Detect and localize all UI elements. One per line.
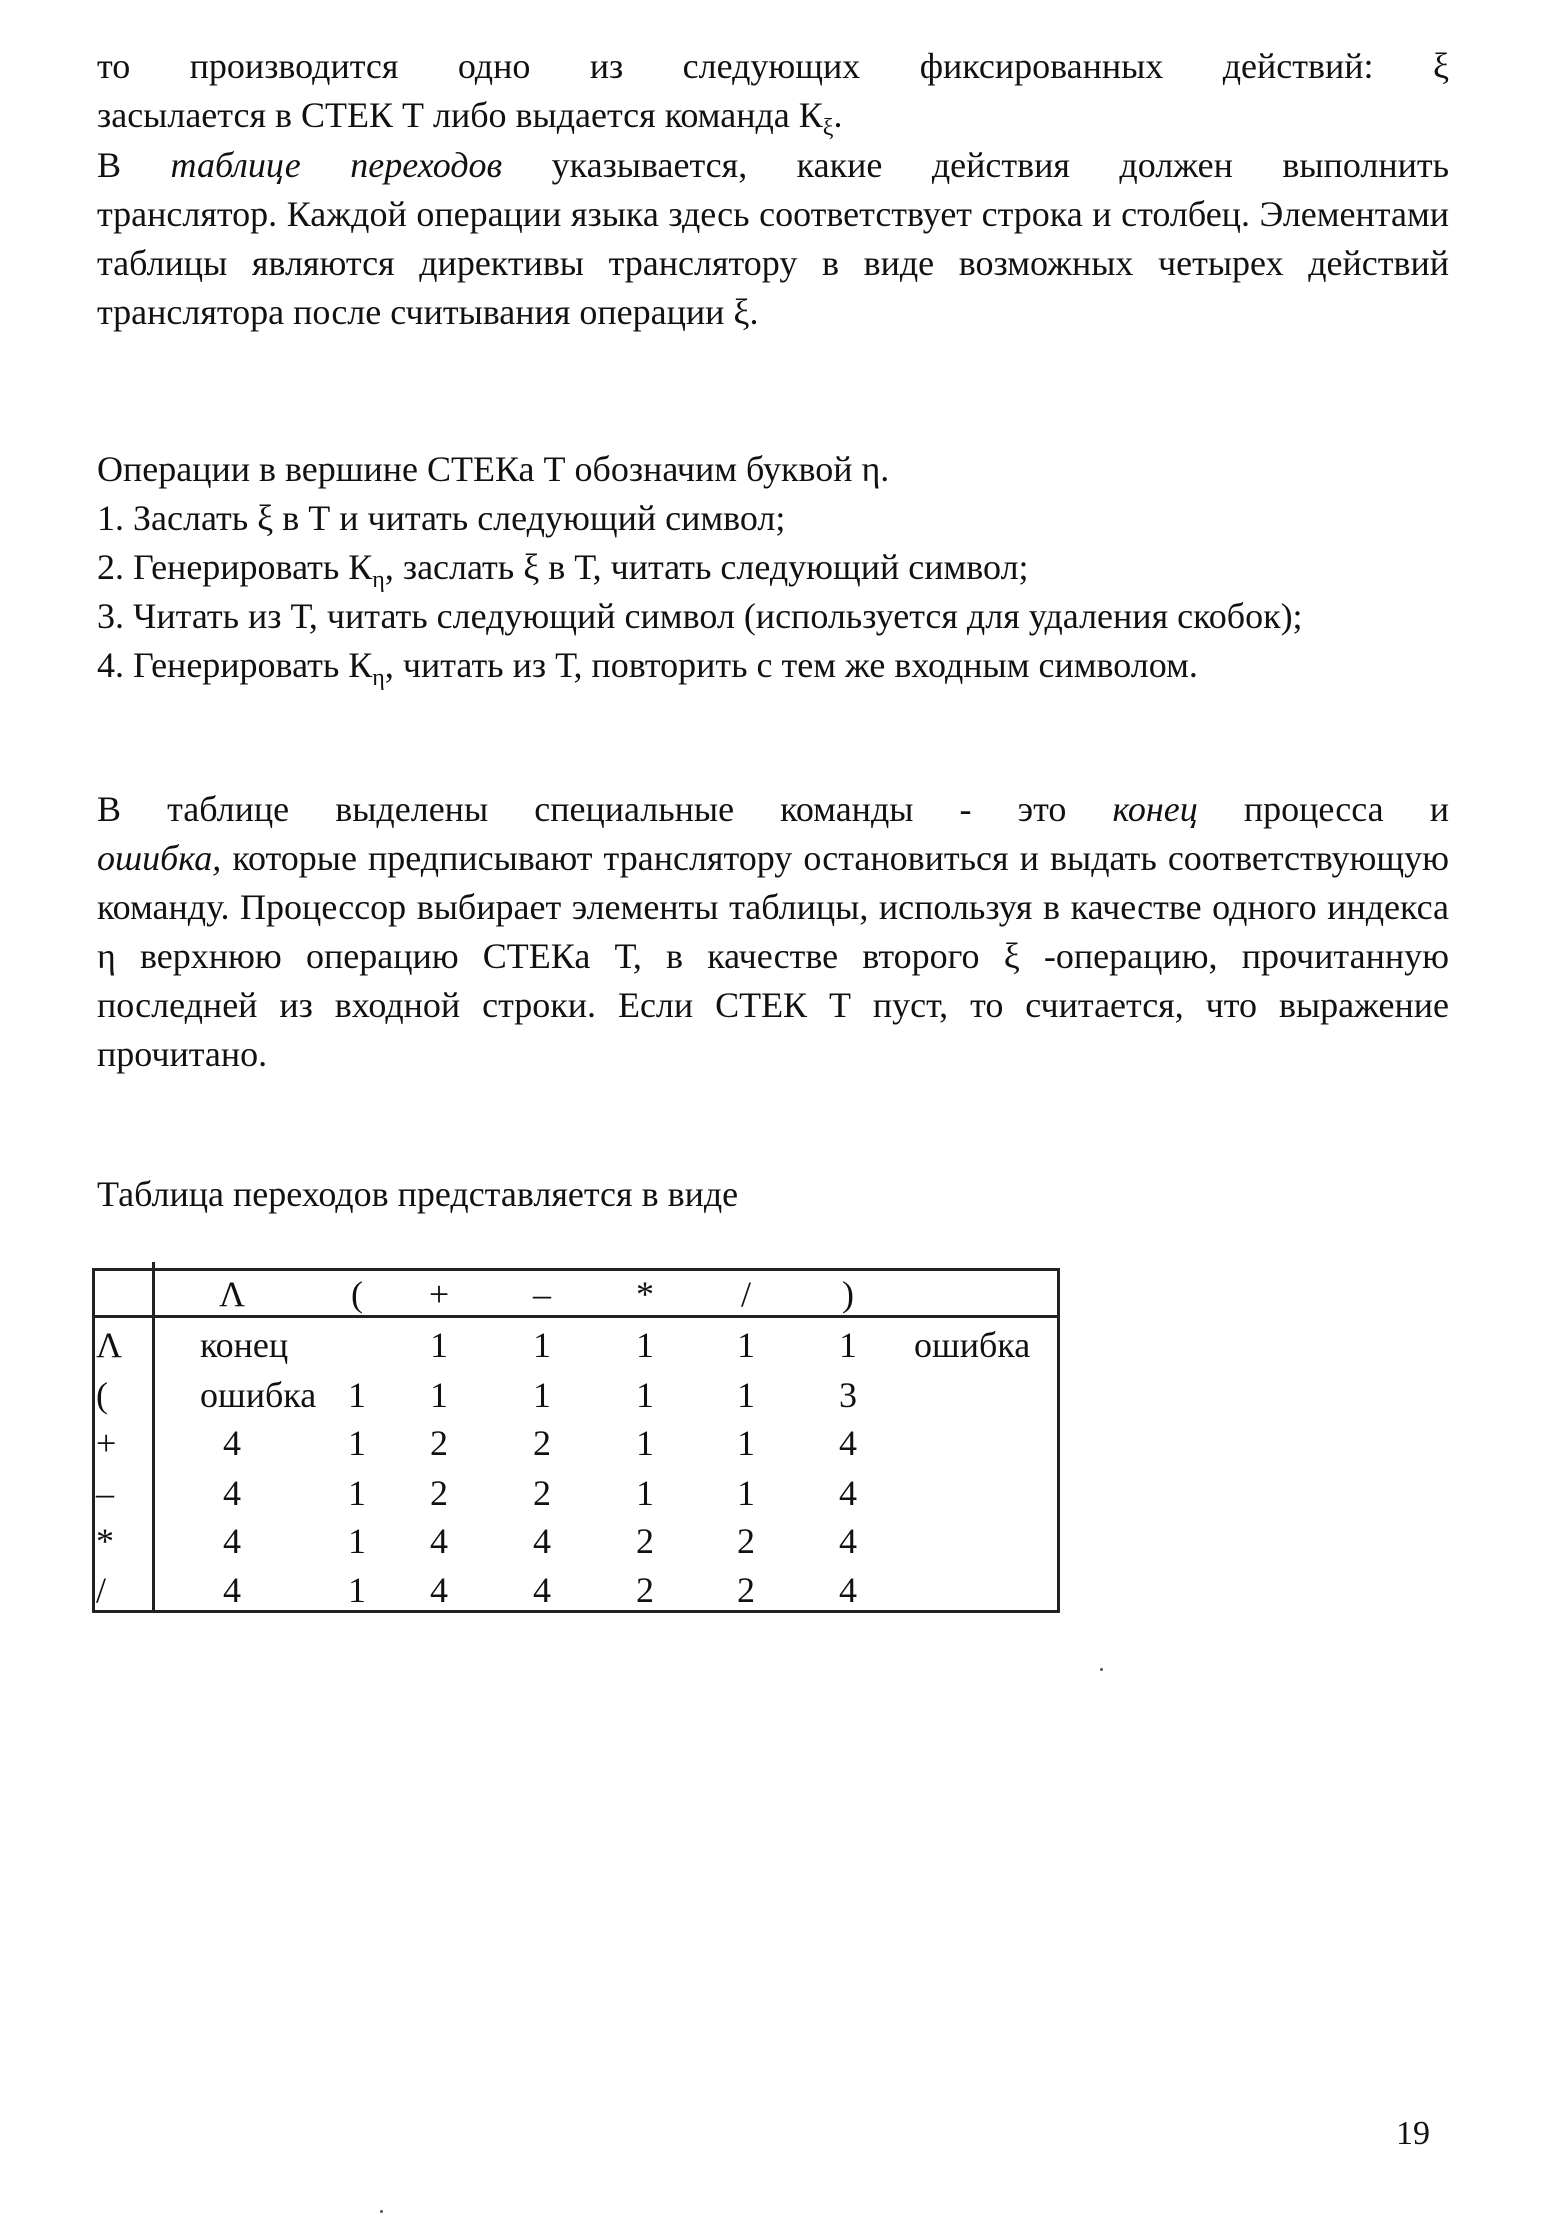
table-cell: ошибка bbox=[200, 1375, 317, 1415]
table-caption: Таблица переходов представляется в виде bbox=[97, 1174, 739, 1214]
table-cell: 1 bbox=[737, 1473, 755, 1513]
transition-table bbox=[92, 1262, 1060, 1614]
table-cell: 4 bbox=[223, 1473, 241, 1513]
column-header: * bbox=[636, 1274, 654, 1314]
table-cell: 2 bbox=[737, 1570, 755, 1610]
table-cell: 4 bbox=[430, 1570, 448, 1610]
table-cell: 2 bbox=[430, 1423, 448, 1463]
row-header: / bbox=[96, 1570, 107, 1610]
table-cell: 2 bbox=[636, 1570, 654, 1610]
table-cell: 1 bbox=[430, 1375, 448, 1415]
table-cell: 3 bbox=[839, 1375, 857, 1415]
paragraph2-body: транслятор. Каждой операции языка здесь соответствует строка и столбец. Элементами таблицы являются директивы транслятору в виде возможных четырех действий транслятора после считывания операции ξ. bbox=[97, 194, 1449, 332]
table-cell: 4 bbox=[839, 1570, 857, 1610]
table-cell: 1 bbox=[348, 1375, 366, 1415]
table-cell: 1 bbox=[737, 1375, 755, 1415]
table-cell: 1 bbox=[533, 1375, 551, 1415]
table-cell: 2 bbox=[636, 1521, 654, 1561]
operation-item-4 bbox=[97, 641, 1449, 690]
table-cell: 1 bbox=[839, 1325, 857, 1365]
table-cell: 1 bbox=[737, 1423, 755, 1463]
table-cell: 2 bbox=[533, 1423, 551, 1463]
table-cell: 1 bbox=[636, 1375, 654, 1415]
paragraph-continuation bbox=[97, 42, 1449, 337]
paragraph3 bbox=[97, 785, 1449, 1079]
operation-item-4-text: 4. Генерировать К bbox=[97, 645, 373, 685]
paragraph2-line1-end: указывается, какие действия должен выполнить bbox=[502, 145, 1449, 185]
paragraph3-line1-end: процесса и bbox=[1197, 789, 1449, 829]
scan-speck bbox=[1100, 1668, 1103, 1671]
table-row-head-separator bbox=[152, 1262, 155, 1613]
table-cell: 1 bbox=[636, 1423, 654, 1463]
paragraph3-line1 bbox=[97, 785, 1449, 834]
subscript-eta: η bbox=[372, 665, 385, 691]
table-cell: 2 bbox=[430, 1473, 448, 1513]
subscript-xi: ξ bbox=[822, 115, 834, 141]
operation-item-2-end: , заслать ξ в Т, читать следующий символ; bbox=[384, 547, 1029, 587]
paragraph3-body: которые предписывают транслятору остановиться и выдать соответствующую команду. Процессор выбирает элементы таблицы, используя в качестве одного индекса η верхнюю операцию СТЕКа Т, в качестве второго ξ -операцию, прочитанную последней из входной строки. Если СТЕК Т пуст, то считается, что выражение прочитано. bbox=[97, 838, 1449, 1074]
table-border-right bbox=[1057, 1268, 1060, 1613]
table-cell: 2 bbox=[737, 1521, 755, 1561]
table-cell: 2 bbox=[533, 1473, 551, 1513]
paragraph1-line2-text: засылается в СТЕК Т либо выдается команда К bbox=[97, 95, 823, 135]
term-error: ошибка, bbox=[97, 838, 222, 878]
paragraph1-line2 bbox=[97, 91, 1449, 140]
table-cell: 4 bbox=[839, 1423, 857, 1463]
column-header: + bbox=[428, 1274, 450, 1314]
table-cell: 1 bbox=[348, 1521, 366, 1561]
column-header: ( bbox=[351, 1274, 363, 1314]
term-transition-table: таблице переходов bbox=[170, 145, 503, 185]
table-cell-error: ошибка bbox=[914, 1325, 1031, 1365]
table-cell: 4 bbox=[430, 1521, 448, 1561]
operation-item-4-end: , читать из Т, повторить с тем же входным символом. bbox=[384, 645, 1198, 685]
paragraph2 bbox=[97, 141, 1449, 337]
operation-item-2 bbox=[97, 543, 1449, 592]
table-border-top bbox=[92, 1268, 1060, 1271]
column-header: / bbox=[740, 1274, 752, 1314]
table-cell: 4 bbox=[839, 1473, 857, 1513]
paragraph1-line2-end: . bbox=[833, 95, 843, 135]
table-border-left bbox=[92, 1268, 95, 1613]
row-header: ( bbox=[96, 1375, 108, 1415]
row-header: Λ bbox=[96, 1325, 123, 1365]
page-number: 19 bbox=[1396, 2115, 1430, 2152]
table-cell: 1 bbox=[737, 1325, 755, 1365]
operations-intro: Операции в вершине СТЕКа Т обозначим буквой η. bbox=[97, 449, 890, 489]
table-cell: 1 bbox=[430, 1325, 448, 1365]
subscript-eta: η bbox=[372, 567, 385, 593]
operation-item-3: 3. Читать из Т, читать следующий символ (используется для удаления скобок); bbox=[97, 596, 1303, 636]
column-header: ) bbox=[842, 1274, 854, 1314]
operation-item-2-text: 2. Генерировать К bbox=[97, 547, 373, 587]
column-header: – bbox=[533, 1274, 551, 1314]
paragraph2-start: В bbox=[97, 145, 171, 185]
column-header: Λ bbox=[218, 1274, 246, 1314]
table-cell: 1 bbox=[636, 1325, 654, 1365]
table-border-bottom bbox=[92, 1610, 1060, 1613]
operation-item-1: 1. Заслать ξ в Т и читать следующий символ; bbox=[97, 498, 786, 538]
paragraph2-line1 bbox=[97, 141, 1449, 190]
term-end: конец bbox=[1112, 789, 1198, 829]
table-header-separator bbox=[92, 1315, 1060, 1318]
table-cell: 1 bbox=[348, 1423, 366, 1463]
paragraph3-start: В таблице выделены специальные команды - это bbox=[97, 789, 1113, 829]
paragraph1-line1: то производится одно из следующих фиксированных действий: ξ bbox=[97, 46, 1449, 86]
scan-speck bbox=[380, 2210, 383, 2213]
table-cell: 1 bbox=[636, 1473, 654, 1513]
row-header: – bbox=[96, 1473, 114, 1513]
table-cell: конец bbox=[200, 1325, 289, 1365]
table-cell: 4 bbox=[533, 1570, 551, 1610]
table-cell: 4 bbox=[223, 1521, 241, 1561]
row-header: * bbox=[96, 1521, 114, 1561]
operations-list bbox=[97, 445, 1449, 690]
paragraph-special-commands bbox=[97, 785, 1449, 1079]
table-cell: 1 bbox=[348, 1570, 366, 1610]
table-cell: 4 bbox=[533, 1521, 551, 1561]
table-cell: 4 bbox=[223, 1423, 241, 1463]
table-cell: 1 bbox=[348, 1473, 366, 1513]
table-cell: 4 bbox=[223, 1570, 241, 1610]
table-cell: 4 bbox=[839, 1521, 857, 1561]
row-header: + bbox=[96, 1423, 117, 1463]
table-cell: 1 bbox=[533, 1325, 551, 1365]
